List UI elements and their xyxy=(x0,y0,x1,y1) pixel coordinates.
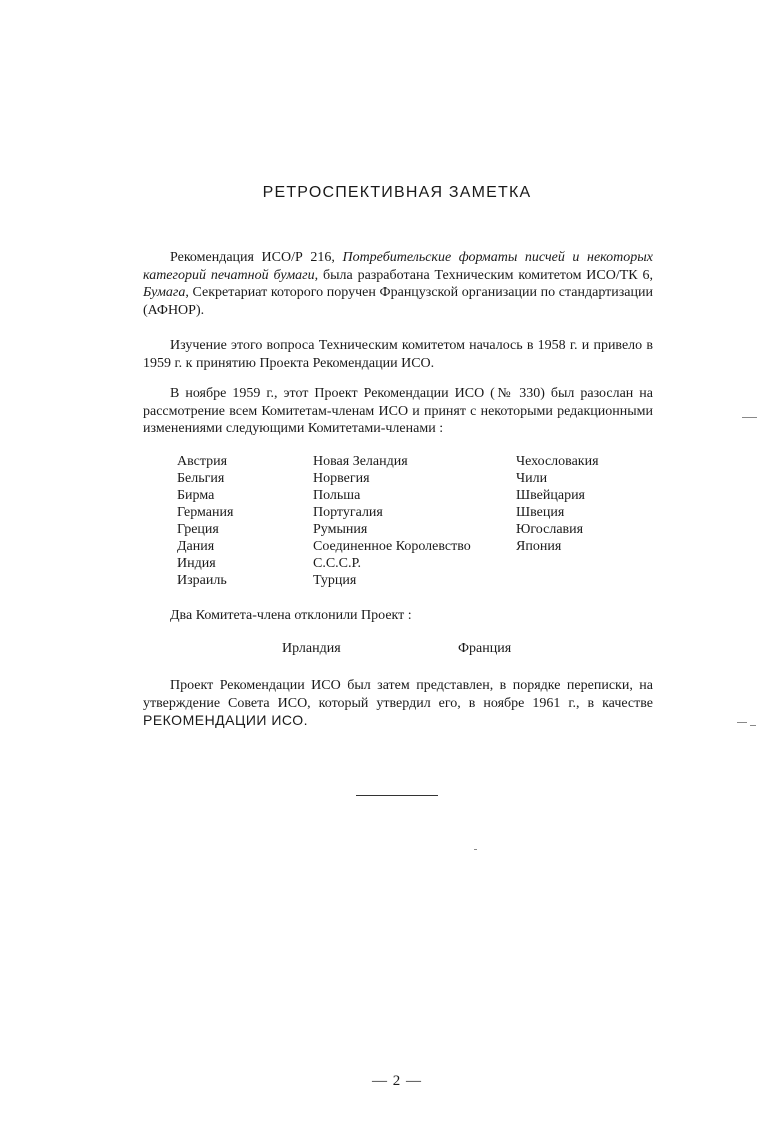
paragraph-intro xyxy=(143,249,653,319)
approver-country: Югославия xyxy=(516,522,584,537)
approver-country: Германия xyxy=(177,505,234,520)
scan-speck xyxy=(737,722,747,723)
page-title: РЕТРОСПЕКТИВНАЯ ЗАМЕТКА xyxy=(262,184,532,201)
scan-speck xyxy=(742,417,757,418)
approvers-column-2 xyxy=(313,453,471,589)
rejecter-country: Франция xyxy=(458,641,512,656)
approvers-column-3 xyxy=(516,453,599,555)
approver-country: С.С.С.Р. xyxy=(313,556,362,571)
page-number: — 2 — xyxy=(372,1073,422,1089)
paragraph-history: Изучение этого вопроса Техническим комитетом началось в 1958 г. и привело в 1959 г. к принятию Проекта Рекомендации ИСО. xyxy=(143,338,653,371)
intro-committee-name: Бумага xyxy=(143,285,186,300)
approver-country: Бельгия xyxy=(177,471,225,486)
approver-country: Греция xyxy=(177,522,219,537)
approver-country: Турция xyxy=(313,573,357,588)
approvers-column-1 xyxy=(177,453,233,589)
separator-rule xyxy=(356,795,438,796)
paragraph-final xyxy=(143,677,653,731)
intro-text-a: Рекомендация ИСО/Р 216, xyxy=(170,250,343,265)
approver-country: Швейцария xyxy=(516,488,585,503)
intro-text-e: , Секретариат которого поручен Французской организации по стандартизации (АФНОР). xyxy=(143,285,653,318)
approver-country: Португалия xyxy=(313,505,383,520)
approver-country: Индия xyxy=(177,556,216,571)
intro-standard-title: Потребительские форматы писчей и некоторых категорий печатной бумаги xyxy=(143,250,653,283)
approver-country: Япония xyxy=(516,539,562,554)
approver-country: Бирма xyxy=(177,488,215,503)
approver-country: Чехословакия xyxy=(516,454,599,469)
approver-country: Польша xyxy=(313,488,361,503)
approver-country: Израиль xyxy=(177,573,227,588)
scan-speck xyxy=(750,725,756,726)
approver-country: Австрия xyxy=(177,454,228,469)
approver-country: Соединенное Королевство xyxy=(313,539,471,554)
final-caps-text: РЕКОМЕНДАЦИИ ИСО. xyxy=(143,712,309,728)
rejecter-country: Ирландия xyxy=(282,641,341,656)
approver-country: Чили xyxy=(516,471,548,486)
approver-country: Румыния xyxy=(313,522,368,537)
approver-country: Новая Зеландия xyxy=(313,454,408,469)
approver-country: Норвегия xyxy=(313,471,370,486)
scan-speck xyxy=(474,849,477,850)
intro-text-c: , была разработана Техническим комитетом ИСО/ТК 6, xyxy=(314,267,653,283)
approver-country: Дания xyxy=(177,539,215,554)
paragraph-rejection: Два Комитета-члена отклонили Проект : xyxy=(170,608,412,623)
paragraph-approval: В ноябре 1959 г., этот Проект Рекомендации ИСО (№ 330) был разослан на рассмотрение всем Комитетам-членам ИСО и принят с некоторыми редакционными изменениями следующими Комитетами-членами : xyxy=(143,386,653,436)
final-text: Проект Рекомендации ИСО был затем представлен, в порядке переписки, на утверждение Совета ИСО, который утвердил его, в ноябре 1961 г., в качестве xyxy=(143,678,653,711)
approver-country: Швеция xyxy=(516,505,565,520)
